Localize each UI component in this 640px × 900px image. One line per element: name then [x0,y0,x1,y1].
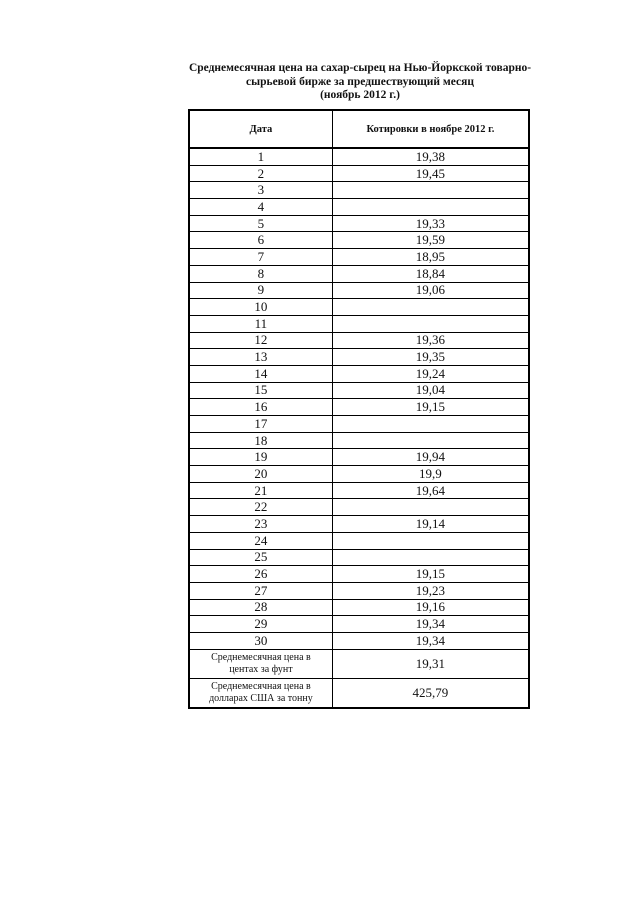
table-row [189,566,529,583]
quote-cell [332,299,529,316]
date-cell: 3 [189,182,332,199]
table-row [189,382,529,399]
date-cell: 25 [189,549,332,566]
date-cell: 7 [189,249,332,266]
date-cell: 24 [189,532,332,549]
table-row [189,449,529,466]
quote-cell: 19,06 [332,282,529,299]
table-row [189,199,529,216]
date-cell: 4 [189,199,332,216]
average-cents-row [189,649,529,678]
average-cents-label-line-2: центах за фунт [229,663,293,675]
date-cell: 28 [189,599,332,616]
average-usd-label [189,678,332,708]
quote-cell: 19,04 [332,382,529,399]
date-cell: 14 [189,365,332,382]
table-row [189,148,529,165]
date-cell: 19 [189,449,332,466]
date-cell: 23 [189,516,332,533]
quote-cell: 19,45 [332,165,529,182]
title-line-3: (ноябрь 2012 г.) [320,89,400,101]
quote-cell: 19,34 [332,616,529,633]
average-usd-label-line-1: Среднемесячная цена в [211,680,311,692]
date-cell: 12 [189,332,332,349]
quote-cell: 19,64 [332,482,529,499]
quote-cell: 19,24 [332,365,529,382]
table-row [189,165,529,182]
quote-cell: 19,36 [332,332,529,349]
quote-cell: 19,94 [332,449,529,466]
quote-cell [332,199,529,216]
quote-cell [332,499,529,516]
title-line-2: сырьевой бирже за предшествующий месяц [246,75,474,88]
table-row [189,532,529,549]
average-cents-label [189,649,332,678]
date-cell: 20 [189,466,332,483]
quote-cell [332,416,529,433]
quote-cell [332,315,529,332]
table-body [189,148,529,649]
quote-cell [332,182,529,199]
date-cell: 11 [189,315,332,332]
date-cell: 16 [189,399,332,416]
table-row [189,549,529,566]
table-row [189,466,529,483]
table-row [189,599,529,616]
date-cell: 9 [189,282,332,299]
quote-cell: 18,84 [332,265,529,282]
average-cents-label-line-1: Среднемесячная цена в [211,651,311,663]
table-row [189,432,529,449]
quote-cell: 19,15 [332,399,529,416]
date-cell: 17 [189,416,332,433]
quote-cell: 18,95 [332,249,529,266]
quotes-table [188,109,530,709]
quote-cell: 19,59 [332,232,529,249]
quote-cell: 19,38 [332,148,529,165]
table-row [189,232,529,249]
table-row [189,249,529,266]
table-row [189,349,529,366]
document-title [180,62,540,103]
table-row [189,215,529,232]
date-cell: 18 [189,432,332,449]
table-row [189,399,529,416]
average-usd-value: 425,79 [332,678,529,708]
table-row [189,282,529,299]
date-cell: 5 [189,215,332,232]
quote-cell: 19,23 [332,582,529,599]
quotes-column-header: Котировки в ноябре 2012 г. [332,110,529,148]
quote-cell: 19,15 [332,566,529,583]
date-cell: 22 [189,499,332,516]
quote-cell: 19,34 [332,632,529,649]
table-row [189,582,529,599]
average-usd-row [189,678,529,708]
table-row [189,616,529,633]
table-footer [189,649,529,708]
date-column-header: Дата [189,110,332,148]
table-row [189,499,529,516]
table-row [189,265,529,282]
date-cell: 6 [189,232,332,249]
quote-cell: 19,35 [332,349,529,366]
title-line-1: Среднемесячная цена на сахар-сырец на Нью-Йоркской товарно- [188,62,532,74]
date-cell: 27 [189,582,332,599]
date-cell: 29 [189,616,332,633]
average-cents-value: 19,31 [332,649,529,678]
date-cell: 1 [189,148,332,165]
date-cell: 26 [189,566,332,583]
table-row [189,482,529,499]
table-row [189,416,529,433]
date-cell: 2 [189,165,332,182]
quote-cell: 19,14 [332,516,529,533]
table-row [189,332,529,349]
table-row [189,632,529,649]
date-cell: 13 [189,349,332,366]
table-row [189,365,529,382]
table-row [189,182,529,199]
quote-cell [332,549,529,566]
quote-cell: 19,9 [332,466,529,483]
table-row [189,299,529,316]
date-cell: 10 [189,299,332,316]
quote-cell [332,432,529,449]
table-row [189,516,529,533]
date-cell: 21 [189,482,332,499]
quote-cell: 19,33 [332,215,529,232]
quote-cell [332,532,529,549]
average-usd-label-line-2: долларах США за тонну [209,692,313,704]
date-cell: 8 [189,265,332,282]
date-cell: 30 [189,632,332,649]
date-cell: 15 [189,382,332,399]
quote-cell: 19,16 [332,599,529,616]
table-row [189,315,529,332]
table-header-row [189,110,529,148]
